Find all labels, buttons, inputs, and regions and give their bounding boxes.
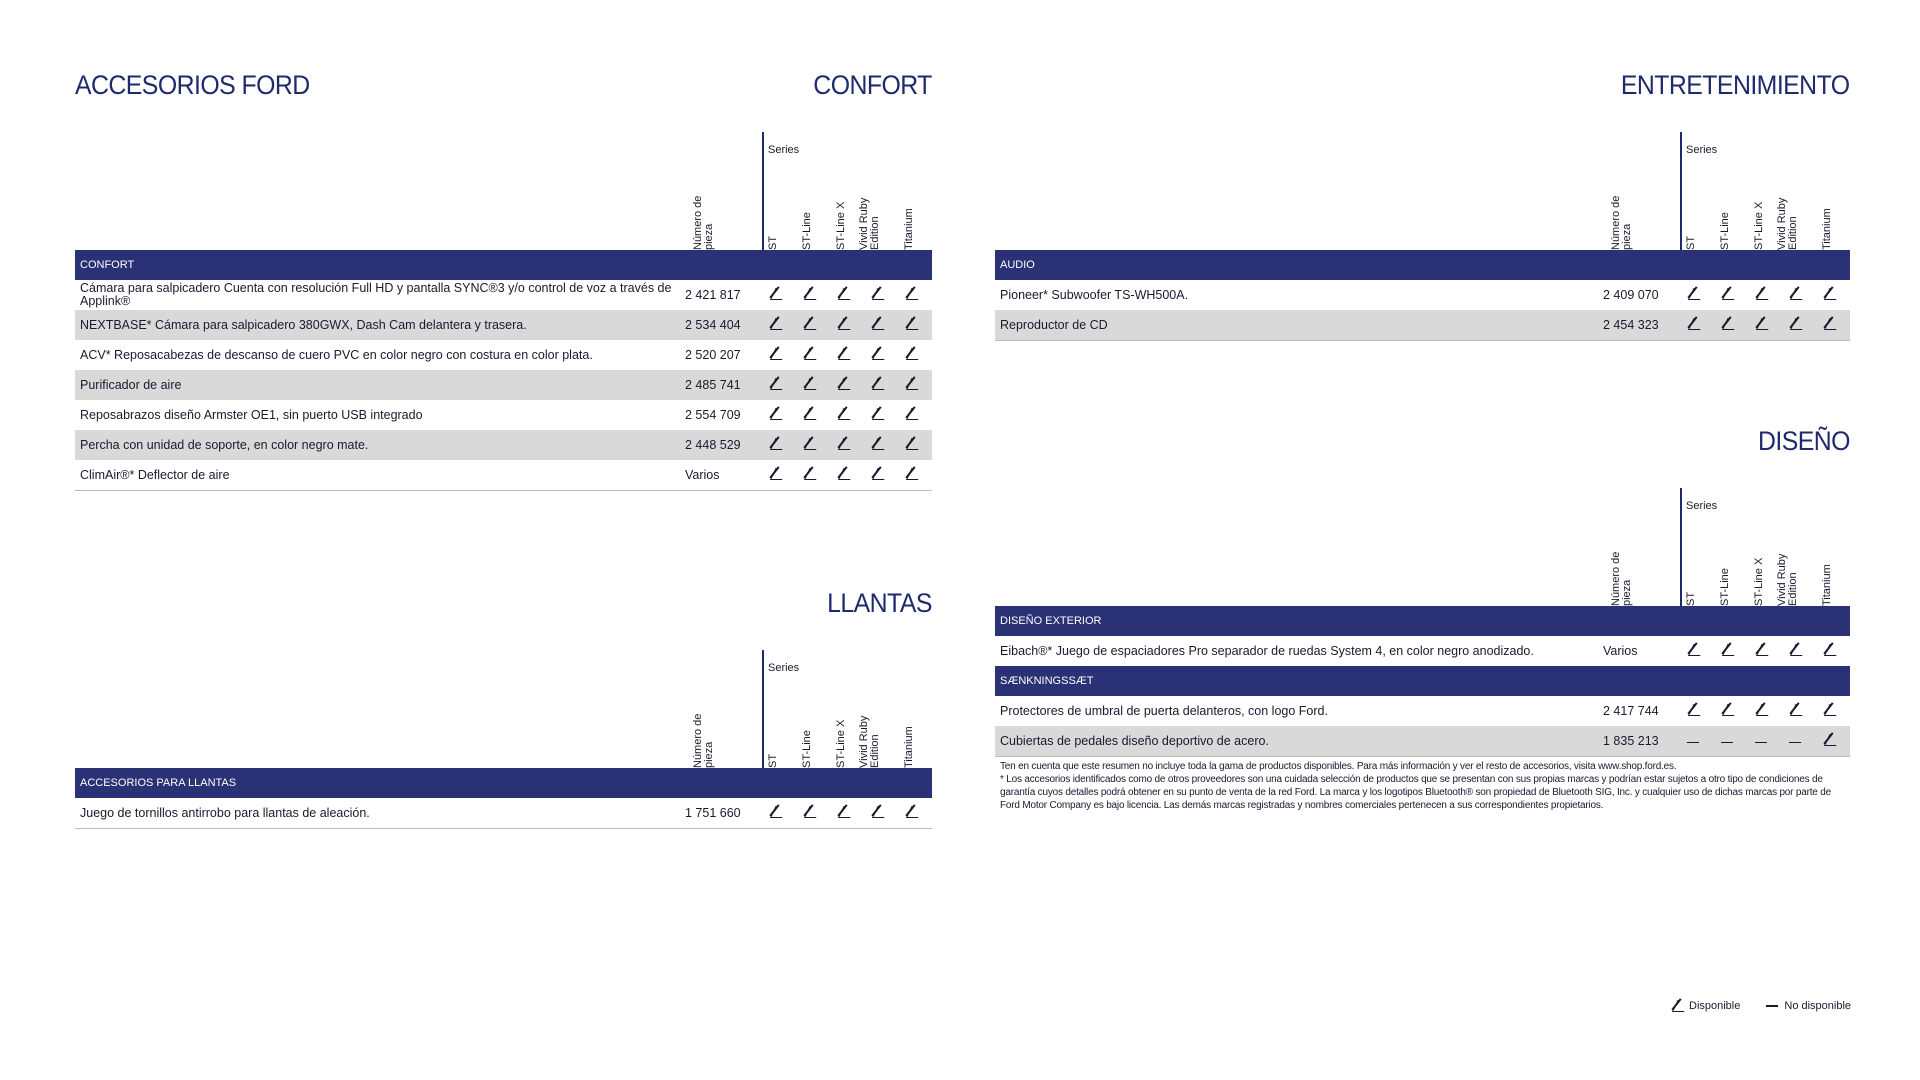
part-number-header bbox=[1610, 170, 1647, 250]
available-icon bbox=[870, 317, 884, 333]
available-icon bbox=[1720, 703, 1734, 719]
available-icon bbox=[870, 287, 884, 303]
available-mark bbox=[1722, 289, 1733, 300]
available-icon bbox=[1754, 703, 1768, 719]
row-part-number: 2 520 207 bbox=[685, 348, 741, 362]
available-icon bbox=[1686, 643, 1700, 659]
available-mark bbox=[1756, 319, 1767, 330]
available-icon bbox=[802, 805, 816, 821]
section-title: ENTRETENIMIENTO bbox=[1621, 70, 1850, 100]
row-part-number: 2 448 529 bbox=[685, 438, 741, 452]
trim-header-text: ST-Line bbox=[1719, 568, 1731, 606]
category-band: ACCESORIOS PARA LLANTAS bbox=[75, 768, 932, 798]
row-description: Pioneer* Subwoofer TS-WH500A. bbox=[1000, 287, 1189, 302]
section-title: LLANTAS bbox=[827, 588, 932, 618]
available-icon bbox=[836, 377, 850, 393]
trim-header-text: Vivid Ruby Edition bbox=[1776, 553, 1799, 606]
table-bottom-rule bbox=[995, 340, 1850, 341]
available-icon bbox=[870, 805, 884, 821]
series-divider bbox=[762, 650, 764, 770]
row-part-number: 1 835 213 bbox=[1603, 734, 1659, 748]
series-divider bbox=[762, 132, 764, 252]
available-icon bbox=[904, 407, 918, 423]
available-mark bbox=[1824, 705, 1835, 716]
available-icon bbox=[802, 317, 816, 333]
table-bottom-rule bbox=[995, 756, 1850, 757]
available-mark bbox=[872, 379, 883, 390]
available-icon bbox=[904, 437, 918, 453]
available-mark bbox=[804, 409, 815, 420]
row-description: ClimAir®* Deflector de aire bbox=[80, 467, 230, 482]
available-icon bbox=[1686, 317, 1700, 333]
category-band: SÆNKNINGSSÆT bbox=[995, 666, 1850, 696]
available-icon bbox=[904, 287, 918, 303]
available-icon bbox=[870, 437, 884, 453]
available-icon bbox=[802, 467, 816, 483]
available-icon bbox=[768, 805, 782, 821]
row-description: Cubiertas de pedales diseño deportivo de acero. bbox=[1000, 733, 1269, 748]
not-available-icon bbox=[1766, 1005, 1778, 1007]
trim-header bbox=[1751, 526, 1779, 606]
trim-header-text: Vivid Ruby Edition bbox=[858, 715, 881, 768]
available-mark bbox=[1790, 645, 1801, 656]
available-mark bbox=[906, 289, 917, 300]
trim-header-text: ST bbox=[1685, 591, 1697, 606]
available-icon bbox=[870, 467, 884, 483]
available-mark bbox=[770, 807, 781, 818]
row-description: Reproductor de CD bbox=[1000, 317, 1108, 332]
available-mark bbox=[770, 439, 781, 450]
series-label: Series bbox=[768, 662, 800, 674]
available-mark bbox=[770, 469, 781, 480]
available-icon bbox=[1788, 287, 1802, 303]
table-row bbox=[995, 310, 1850, 340]
table-row bbox=[995, 726, 1850, 756]
available-icon bbox=[802, 347, 816, 363]
category-band: DISEÑO EXTERIOR bbox=[995, 606, 1850, 636]
category-band: CONFORT bbox=[75, 250, 932, 280]
available-icon bbox=[802, 437, 816, 453]
available-icon bbox=[1686, 287, 1700, 303]
available-icon bbox=[904, 347, 918, 363]
row-description: Juego de tornillos antirrobo para llantas de aleación. bbox=[80, 805, 370, 820]
available-mark bbox=[804, 319, 815, 330]
available-mark bbox=[1722, 319, 1733, 330]
row-part-number: 2 554 709 bbox=[685, 408, 741, 422]
trim-header bbox=[1683, 170, 1711, 250]
row-part-number: 2 417 744 bbox=[1603, 704, 1659, 718]
row-part-number: Varios bbox=[1603, 644, 1638, 658]
available-mark bbox=[1756, 289, 1767, 300]
part-number-header-text: Número de pieza bbox=[1610, 551, 1633, 606]
trim-header bbox=[901, 170, 929, 250]
available-icon bbox=[836, 317, 850, 333]
available-icon bbox=[768, 407, 782, 423]
row-description: Reposabrazos diseño Armster OE1, sin puerto USB integrado bbox=[80, 407, 423, 422]
available-mark bbox=[1824, 735, 1835, 746]
trim-header-text: ST-Line X bbox=[835, 719, 847, 768]
row-part-number: 2 421 817 bbox=[685, 288, 741, 302]
table-row bbox=[75, 370, 932, 400]
row-part-number: 2 485 741 bbox=[685, 378, 741, 392]
row-description: Eibach®* Juego de espaciadores Pro separador de ruedas System 4, en color negro anodizado. bbox=[1000, 643, 1534, 658]
available-icon bbox=[836, 437, 850, 453]
available-icon bbox=[1720, 643, 1734, 659]
available-mark bbox=[838, 807, 849, 818]
available-mark bbox=[838, 349, 849, 360]
available-mark bbox=[804, 349, 815, 360]
available-mark bbox=[1722, 645, 1733, 656]
available-icon bbox=[1822, 733, 1836, 749]
section-entretenimiento bbox=[995, 70, 1850, 340]
available-icon bbox=[870, 377, 884, 393]
part-number-header-text: Número de pieza bbox=[692, 195, 715, 250]
available-mark bbox=[1824, 289, 1835, 300]
trim-header-text: ST bbox=[767, 753, 779, 768]
available-icon bbox=[768, 287, 782, 303]
table-row bbox=[75, 460, 932, 490]
series-divider bbox=[1680, 132, 1682, 252]
available-icon bbox=[768, 467, 782, 483]
row-part-number: Varios bbox=[685, 468, 720, 482]
available-mark bbox=[770, 379, 781, 390]
table-row bbox=[995, 636, 1850, 666]
trim-header bbox=[1776, 526, 1813, 606]
not-available-icon bbox=[1686, 733, 1700, 749]
trim-header-text: ST bbox=[1685, 235, 1697, 250]
trim-header bbox=[1717, 526, 1745, 606]
available-mark bbox=[1688, 645, 1699, 656]
trim-header bbox=[1683, 526, 1711, 606]
series-label: Series bbox=[1686, 500, 1718, 512]
part-number-header bbox=[1610, 526, 1647, 606]
trim-header bbox=[1819, 526, 1847, 606]
available-icon bbox=[1788, 703, 1802, 719]
available-mark bbox=[1722, 705, 1733, 716]
available-mark bbox=[1790, 289, 1801, 300]
available-mark bbox=[872, 349, 883, 360]
available-icon bbox=[768, 377, 782, 393]
available-icon bbox=[1672, 1001, 1683, 1012]
available-mark bbox=[872, 289, 883, 300]
table-row bbox=[75, 430, 932, 460]
available-icon bbox=[904, 805, 918, 821]
series-label: Series bbox=[1686, 144, 1718, 156]
trim-header bbox=[765, 170, 793, 250]
trim-header-text: ST bbox=[767, 235, 779, 250]
available-mark bbox=[872, 409, 883, 420]
trim-header bbox=[1776, 170, 1813, 250]
not-available-mark bbox=[1687, 742, 1699, 744]
row-description: Percha con unidad de soporte, en color negro mate. bbox=[80, 437, 369, 452]
part-number-header-text: Número de pieza bbox=[1610, 195, 1633, 250]
available-mark bbox=[906, 379, 917, 390]
section-title: CONFORT bbox=[813, 70, 932, 100]
trim-header-text: Titanium bbox=[903, 208, 915, 250]
available-mark bbox=[838, 469, 849, 480]
available-mark bbox=[1756, 645, 1767, 656]
available-mark bbox=[838, 379, 849, 390]
available-mark bbox=[1688, 289, 1699, 300]
trim-header bbox=[799, 170, 827, 250]
available-mark bbox=[1790, 319, 1801, 330]
trim-header bbox=[1819, 170, 1847, 250]
available-icon bbox=[836, 467, 850, 483]
trim-header-text: Titanium bbox=[903, 726, 915, 768]
available-icon bbox=[1720, 317, 1734, 333]
available-mark bbox=[770, 349, 781, 360]
table-row bbox=[75, 798, 932, 828]
available-mark bbox=[838, 289, 849, 300]
trim-header-text: Titanium bbox=[1821, 208, 1833, 250]
table-row bbox=[75, 340, 932, 370]
not-available-mark bbox=[1721, 742, 1733, 744]
section-title: DISEÑO bbox=[1758, 426, 1850, 456]
available-icon bbox=[870, 407, 884, 423]
available-mark bbox=[804, 807, 815, 818]
available-mark bbox=[906, 439, 917, 450]
footnote bbox=[1000, 760, 1840, 812]
available-icon bbox=[1720, 287, 1734, 303]
legend-not-available-label: No disponible bbox=[1784, 1000, 1852, 1012]
trim-header-text: Vivid Ruby Edition bbox=[858, 197, 881, 250]
available-mark bbox=[838, 409, 849, 420]
available-mark bbox=[1756, 705, 1767, 716]
row-part-number: 1 751 660 bbox=[685, 806, 741, 820]
table-bottom-rule bbox=[75, 490, 932, 491]
row-description: Protectores de umbral de puerta delanteros, con logo Ford. bbox=[1000, 703, 1328, 718]
trim-header bbox=[833, 170, 861, 250]
available-icon bbox=[1822, 703, 1836, 719]
part-number-header bbox=[692, 688, 729, 768]
available-mark bbox=[872, 807, 883, 818]
available-icon bbox=[1822, 643, 1836, 659]
series-label: Series bbox=[768, 144, 800, 156]
trim-header bbox=[858, 688, 895, 768]
trim-header bbox=[901, 688, 929, 768]
available-mark bbox=[1824, 319, 1835, 330]
trim-header-text: ST-Line bbox=[801, 730, 813, 768]
available-icon bbox=[904, 467, 918, 483]
available-mark bbox=[1790, 705, 1801, 716]
table-bottom-rule bbox=[75, 828, 932, 829]
available-mark bbox=[872, 319, 883, 330]
available-mark bbox=[804, 439, 815, 450]
part-number-header-text: Número de pieza bbox=[692, 713, 715, 768]
available-mark bbox=[906, 409, 917, 420]
available-mark bbox=[838, 319, 849, 330]
available-mark bbox=[906, 349, 917, 360]
trim-header bbox=[1751, 170, 1779, 250]
legend bbox=[1672, 1000, 1851, 1012]
available-mark bbox=[906, 319, 917, 330]
category-band: AUDIO bbox=[995, 250, 1850, 280]
available-icon bbox=[1754, 317, 1768, 333]
available-mark bbox=[1688, 705, 1699, 716]
trim-header bbox=[1717, 170, 1745, 250]
section-diseno bbox=[995, 426, 1850, 756]
table-row bbox=[75, 310, 932, 340]
available-icon bbox=[1822, 287, 1836, 303]
table-row bbox=[75, 400, 932, 430]
table-row bbox=[995, 696, 1850, 726]
available-icon bbox=[802, 377, 816, 393]
section-confort bbox=[75, 70, 932, 500]
table-row bbox=[75, 280, 932, 310]
available-mark bbox=[804, 379, 815, 390]
available-mark bbox=[804, 289, 815, 300]
not-available-icon bbox=[1754, 733, 1768, 749]
row-part-number: 2 534 404 bbox=[685, 318, 741, 332]
trim-header bbox=[833, 688, 861, 768]
available-mark bbox=[770, 289, 781, 300]
available-icon bbox=[870, 347, 884, 363]
available-icon bbox=[768, 347, 782, 363]
legend-available-label: Disponible bbox=[1689, 1000, 1741, 1012]
available-icon bbox=[1754, 643, 1768, 659]
trim-header-text: ST-Line X bbox=[835, 201, 847, 250]
available-icon bbox=[1822, 317, 1836, 333]
available-mark bbox=[872, 439, 883, 450]
trim-header-text: ST-Line bbox=[1719, 212, 1731, 250]
row-description: Purificador de aire bbox=[80, 377, 182, 392]
available-mark bbox=[872, 469, 883, 480]
page-title: ACCESORIOS FORD bbox=[75, 70, 310, 100]
available-icon bbox=[904, 317, 918, 333]
row-part-number: 2 454 323 bbox=[1603, 318, 1659, 332]
footnote-line-2: * Los accesorios identificados como de otros proveedores son una cuidada selección de productos que se presentan con sus propias marcas y podrían estar sujetos a otro tipo de condiciones de garantía cuyos detalles podrá obtener en su punto de venta de la red Ford. La marca y los logotipos Bluetooth® son propiedad de Bluetooth SIG, Inc. y cualquier uso de dichas marcas por parte de Ford Motor Company es bajo licencia. Las demás marcas registradas y nombres comerciales pertenecen a sus correspondientes propietarios. bbox=[1000, 774, 1831, 811]
available-mark bbox=[1824, 645, 1835, 656]
trim-header-text: Vivid Ruby Edition bbox=[1776, 197, 1799, 250]
available-icon bbox=[836, 347, 850, 363]
not-available-mark bbox=[1789, 742, 1801, 744]
available-mark bbox=[804, 469, 815, 480]
series-divider bbox=[1680, 488, 1682, 608]
available-icon bbox=[836, 407, 850, 423]
row-description: Cámara para salpicadero Cuenta con resolución Full HD y pantalla SYNC®3 y/o control de voz a través de Applink® bbox=[80, 281, 672, 308]
trim-header-text: ST-Line X bbox=[1753, 201, 1765, 250]
available-icon bbox=[1788, 643, 1802, 659]
available-icon bbox=[836, 805, 850, 821]
table-row bbox=[995, 280, 1850, 310]
trim-header-text: Titanium bbox=[1821, 564, 1833, 606]
available-icon bbox=[1686, 703, 1700, 719]
available-icon bbox=[1788, 317, 1802, 333]
part-number-header bbox=[692, 170, 729, 250]
available-mark bbox=[906, 469, 917, 480]
not-available-icon bbox=[1788, 733, 1802, 749]
trim-header bbox=[765, 688, 793, 768]
trim-header bbox=[858, 170, 895, 250]
available-mark bbox=[770, 409, 781, 420]
row-part-number: 2 409 070 bbox=[1603, 288, 1659, 302]
available-icon bbox=[836, 287, 850, 303]
available-icon bbox=[768, 437, 782, 453]
available-icon bbox=[904, 377, 918, 393]
available-icon bbox=[768, 317, 782, 333]
available-icon bbox=[802, 287, 816, 303]
available-icon bbox=[1754, 287, 1768, 303]
available-icon bbox=[802, 407, 816, 423]
not-available-icon bbox=[1720, 733, 1734, 749]
row-description: ACV* Reposacabezas de descanso de cuero PVC en color negro con costura en color plata. bbox=[80, 347, 593, 362]
section-llantas bbox=[75, 588, 932, 828]
footnote-line-1: Ten en cuenta que este resumen no incluye toda la gama de productos disponibles. Para más información y ver el resto de accesorios, visita www.shop.ford.es. bbox=[1000, 761, 1677, 772]
row-description: NEXTBASE* Cámara para salpicadero 380GWX, Dash Cam delantera y trasera. bbox=[80, 317, 527, 332]
available-mark bbox=[770, 319, 781, 330]
not-available-mark bbox=[1755, 742, 1767, 744]
trim-header bbox=[799, 688, 827, 768]
trim-header-text: ST-Line X bbox=[1753, 557, 1765, 606]
available-mark bbox=[838, 439, 849, 450]
available-mark bbox=[906, 807, 917, 818]
trim-header-text: ST-Line bbox=[801, 212, 813, 250]
available-mark bbox=[1688, 319, 1699, 330]
